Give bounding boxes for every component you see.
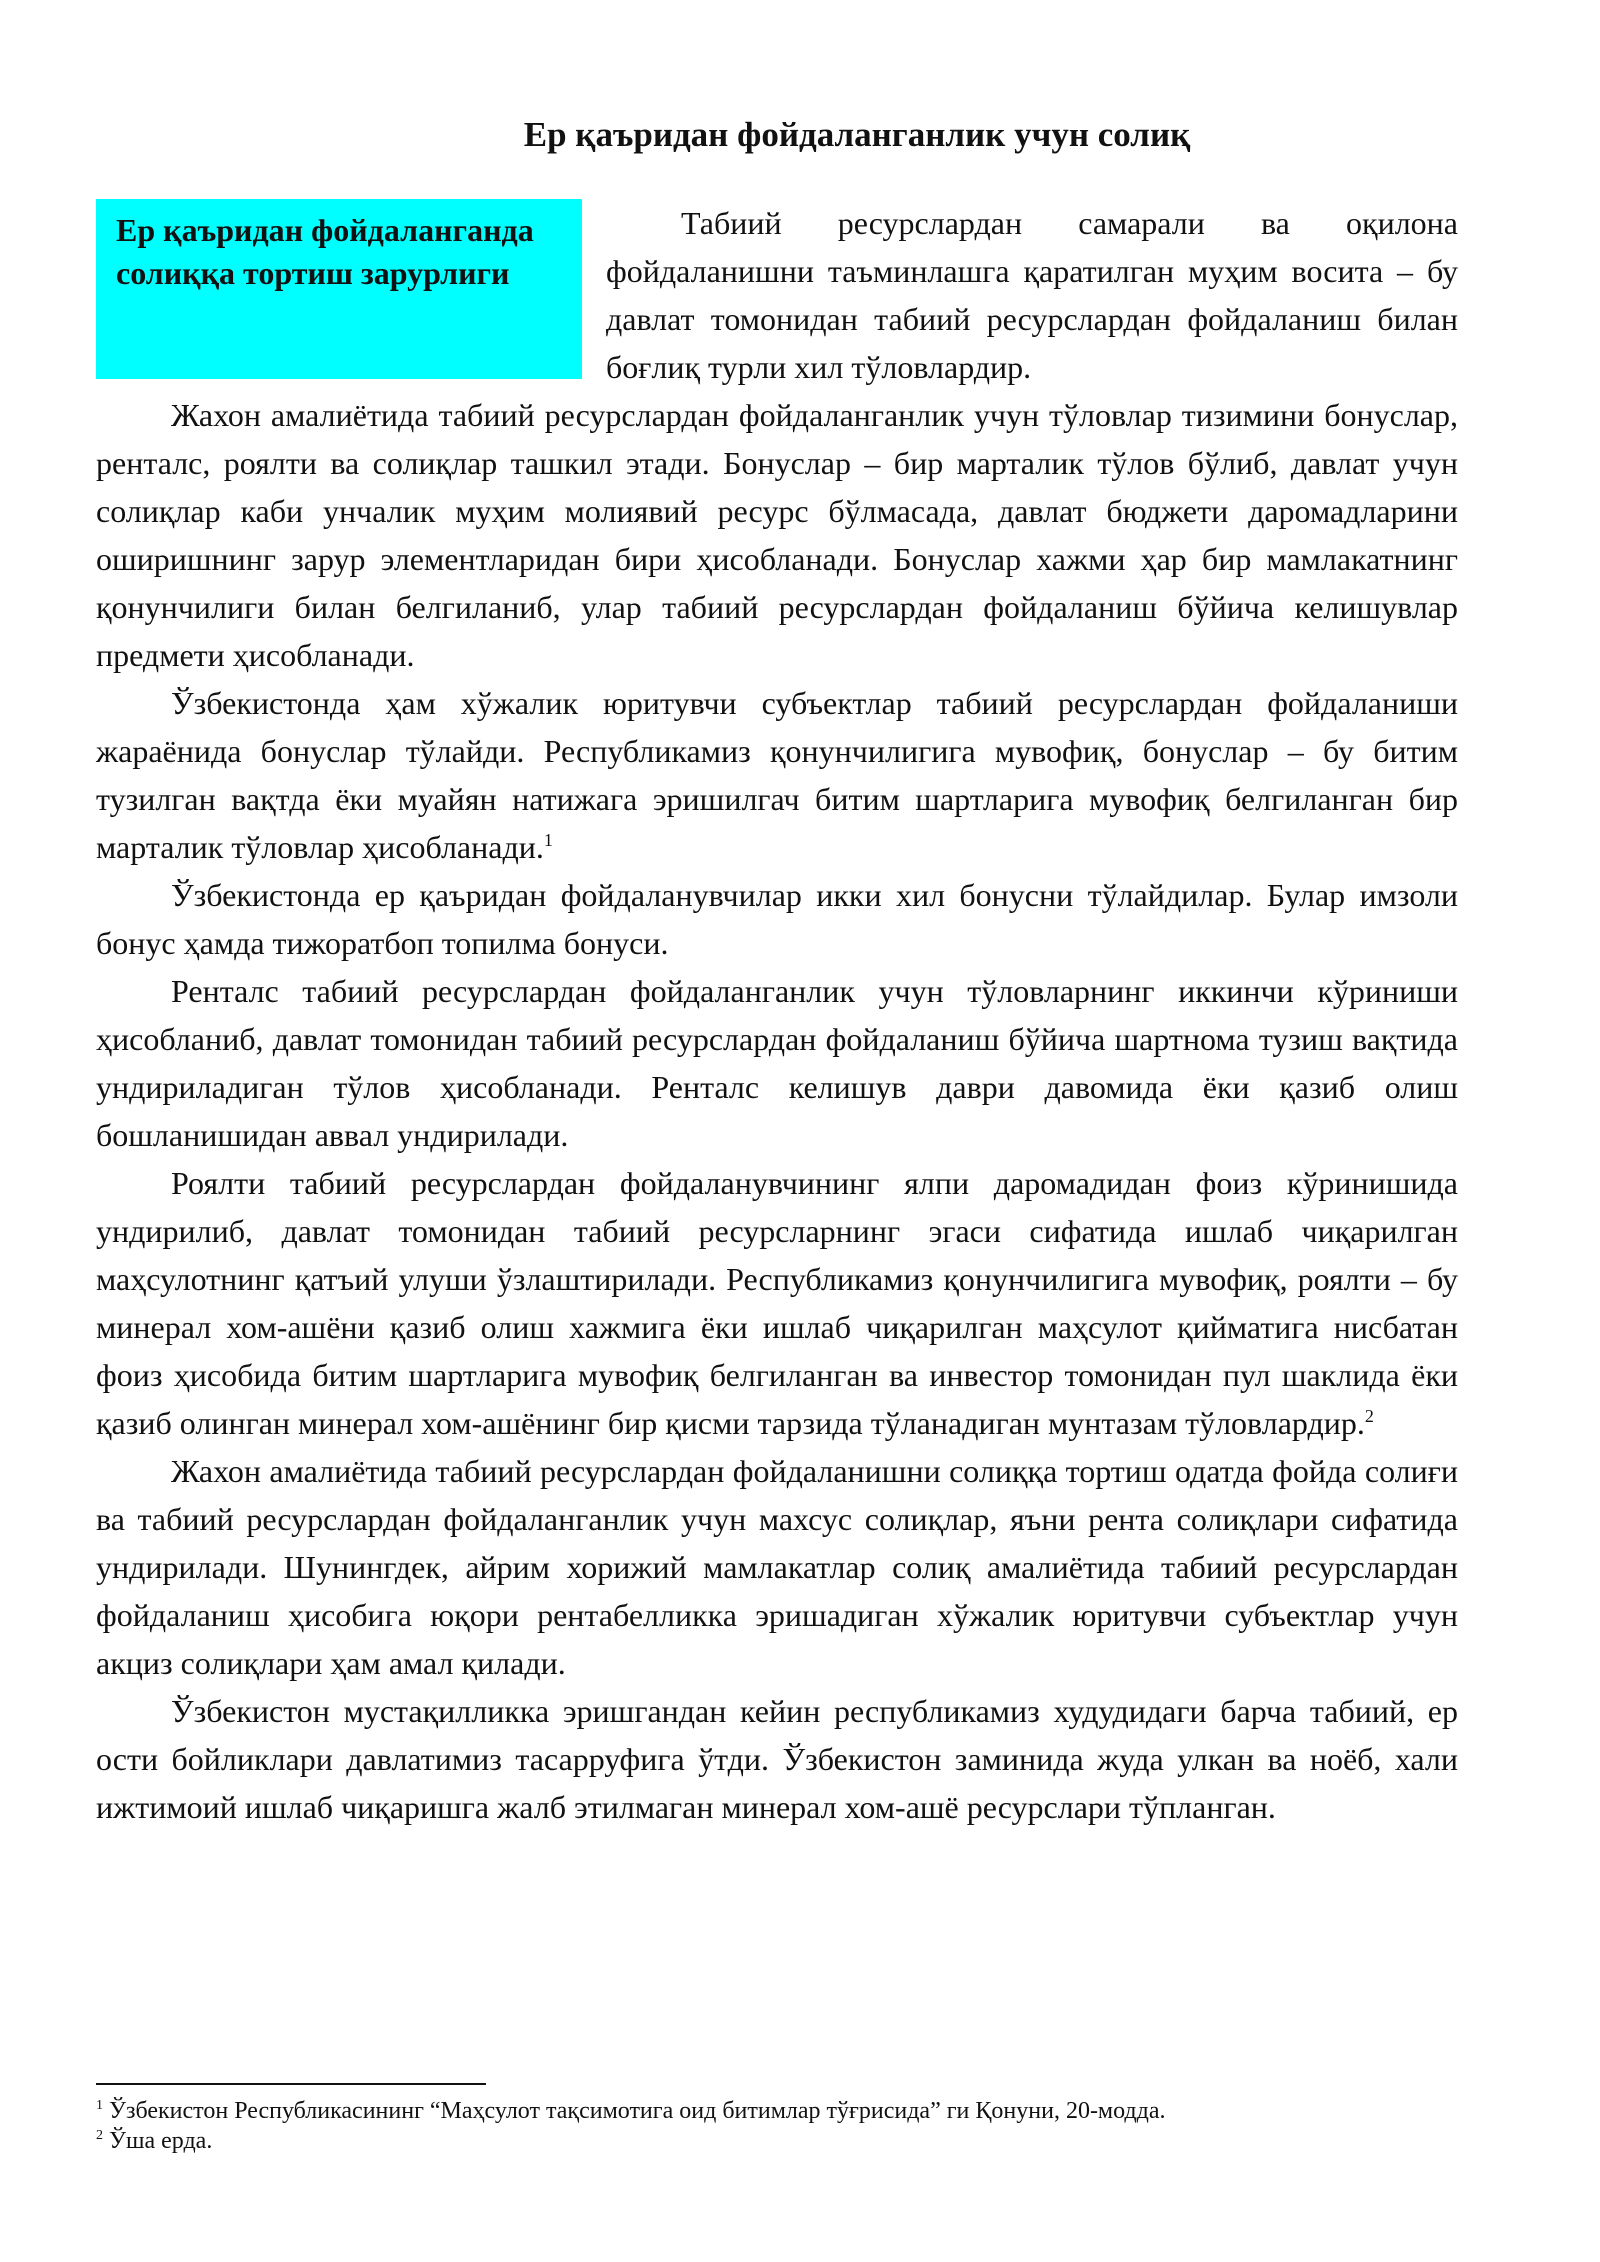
footnotes (96, 2096, 1458, 2156)
footnote-text: Ўзбекистон Республикасининг “Маҳсулот тақсимотига оид битимлар тўғрисида” ги Қонуни, 20-модда. (109, 2098, 1166, 2124)
paragraph (96, 1159, 1458, 1447)
footnote-text: Ўша ерда. (109, 2128, 213, 2154)
footnote-reference[interactable]: 1 (543, 830, 553, 850)
footnote-mark: 2 (96, 2128, 103, 2143)
paragraph-text: Ўзбекистон мустақилликка эришгандан кейин республикамиз худудидаги барча табиий, ер ости бойликлари давлатимиз тасарруфига ўтди. Ўзбекистон заминида жуда улкан ва ноёб, хали ижтимоий ишлаб чиқаришга жалб этилмаган минерал хом-ашё ресурслари тўпланган. (96, 1693, 1458, 1825)
paragraph-text: Роялти табиий ресурслардан фойдаланувчининг ялпи даромадидан фоиз кўринишида ундирилиб, давлат томонидан табиий ресурсларнинг эгаси сифатида ишлаб чиқарилган маҳсулотнинг қатъий улуши ўзлаштирилади. Республикамиз қонунчилигига мувофиқ, роялти – бу минерал хом-ашёни қазиб олиш хажмига ёки ишлаб чиқарилган маҳсулот қийматига нисбатан фоиз ҳисобида битим шартларига мувофиқ белгиланган ва инвестор томонидан пул шаклида ёки қазиб олинган минерал хом-ашёнинг бир қисми тарзида тўланадиган мунтазам тўловлардир. (96, 1165, 1458, 1441)
paragraph-text: Ўзбекистонда ер қаъридан фойдаланувчилар икки хил бонусни тўлайдилар. Булар имзоли бонус ҳамда тижоратбоп топилма бонуси. (96, 877, 1458, 961)
paragraph (96, 1687, 1458, 1831)
footnote (96, 2126, 1458, 2156)
paragraph (96, 967, 1458, 1159)
footnote-mark: 1 (96, 2098, 103, 2113)
paragraph (96, 871, 1458, 967)
paragraph (96, 391, 1458, 679)
paragraph-text: Жахон амалиётида табиий ресурслардан фойдаланганлик учун тўловлар тизимини бонуслар, ренталс, роялти ва солиқлар ташкил этади. Бонуслар – бир марталик тўлов бўлиб, давлат учун солиқлар каби унчалик муҳим молиявий ресурс бўлмасада, давлат бюджети даромадларини оширишнинг зарур элементларидан бири ҳисобланади. Бонуслар хажми ҳар бир мамлакатнинг қонунчилиги билан белгиланиб, улар табиий ресурслардан фойдаланиш бўйича келишувлар предмети ҳисобланади. (96, 397, 1458, 673)
document-page (96, 112, 1458, 1831)
paragraph-text: Жахон амалиётида табиий ресурслардан фойдаланишни солиққа тортиш одатда фойда солиғи ва табиий ресурслардан фойдаланганлик учун махсус солиқлар, яъни рента солиқлари сифатида ундирилади. Шунингдек, айрим хорижий мамлакатлар солиқ амалиётида табиий ресурслардан фойдаланиш ҳисобига юқори рентабелликка эришадиган хўжалик юритувчи субъектлар учун акциз солиқлари ҳам амал қилади. (96, 1453, 1458, 1681)
paragraph-text: Ренталс табиий ресурслардан фойдаланганлик учун тўловларнинг иккинчи кўриниши ҳисобланиб, давлат томонидан табиий ресурслардан фойдаланиш бўйича шартнома тузиш вақтида ундириладиган тўлов ҳисобланади. Ренталс келишув даври давомида ёки қазиб олиш бошланишидан аввал ундирилади. (96, 973, 1458, 1153)
footnote-separator (96, 2083, 486, 2085)
footnote-reference[interactable]: 2 (1364, 1406, 1374, 1426)
paragraph-text: Ўзбекистонда ҳам хўжалик юритувчи субъектлар табиий ресурслардан фойдаланиши жараёнида бонуслар тўлайди. Республикамиз қонунчилигига мувофиқ, бонуслар – бу битим тузилган вақтда ёки муайян натижага эришилгач битим шартларига мувофиқ белгиланган бир марталик тўловлар ҳисобланади. (96, 685, 1458, 865)
page-title: Ер қаъридан фойдаланганлик учун солиқ (523, 115, 1191, 154)
paragraph (96, 1447, 1458, 1687)
paragraph-text: Табиий ресурслардан самарали ва оқилона фойдаланишни таъминлашга қаратилган муҳим восита – бу давлат томонидан табиий ресурслардан фойдаланиш билан боғлиқ турли хил тўловлардир. (606, 205, 1458, 385)
paragraph (96, 679, 1458, 871)
footnote (96, 2096, 1458, 2126)
section-sidebox: Ер қаъридан фойдаланганда солиққа тортиш зарурлиги (96, 199, 582, 379)
